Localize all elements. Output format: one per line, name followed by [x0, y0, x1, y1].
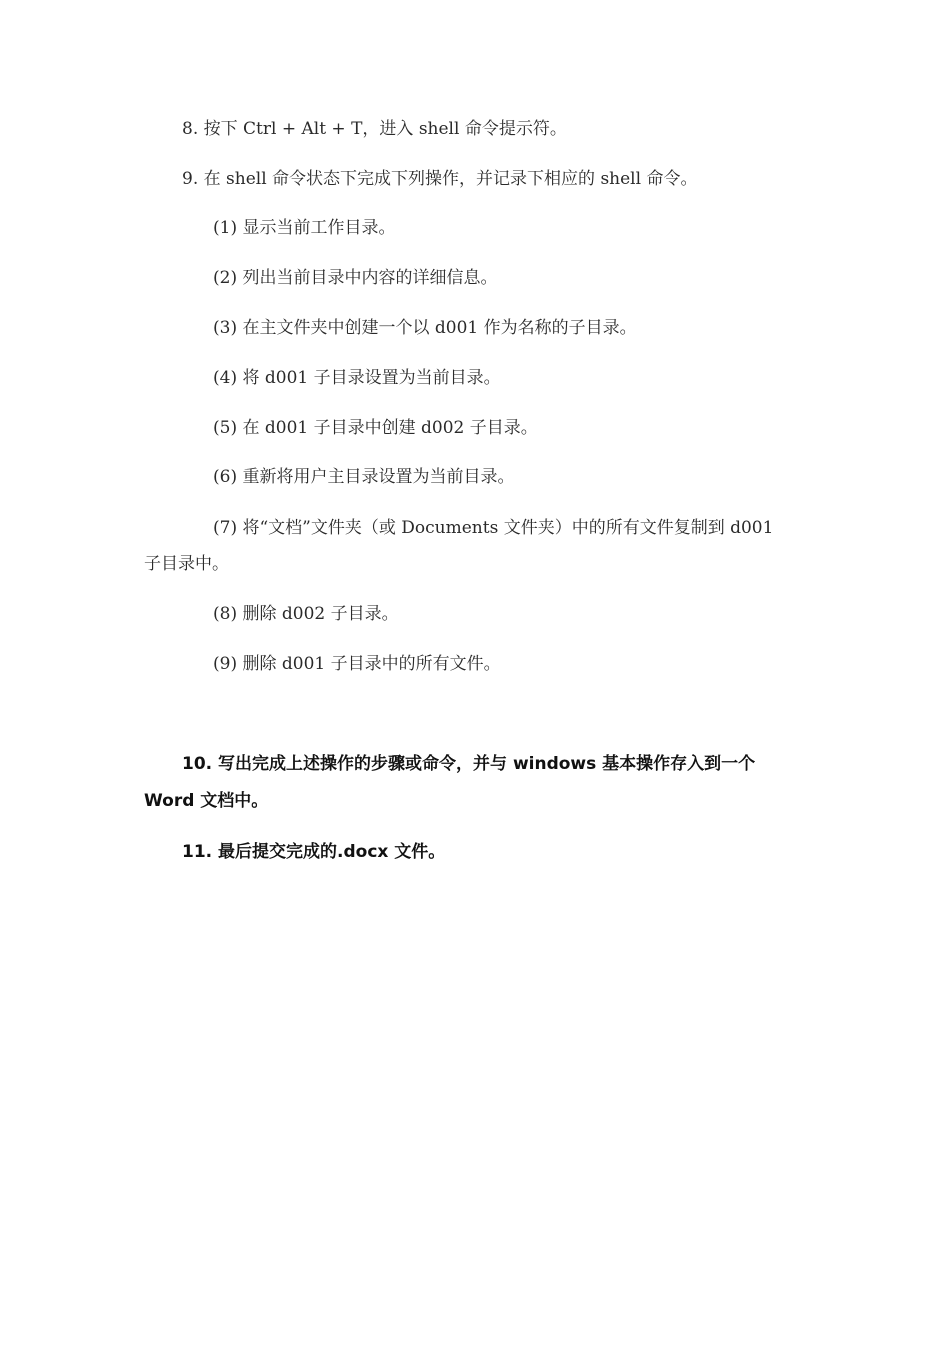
- sub-item-2: (2) 列出当前目录中内容的详细信息。: [213, 268, 498, 288]
- step-10-continuation: Word 文档中。: [144, 791, 269, 811]
- sub-item-7: (7) 将“文档”文件夹（或 Documents 文件夹）中的所有文件复制到 d001: [213, 518, 774, 538]
- sub-item-9: (9) 删除 d001 子目录中的所有文件。: [213, 654, 501, 674]
- step-8: 8. 按下 Ctrl + Alt + T，进入 shell 命令提示符。: [182, 119, 567, 139]
- sub-item-4: (4) 将 d001 子目录设置为当前目录。: [213, 368, 501, 388]
- step-10: 10. 写出完成上述操作的步骤或命令，并与 windows 基本操作存入到一个: [182, 754, 756, 774]
- sub-item-8: (8) 删除 d002 子目录。: [213, 604, 399, 624]
- sub-item-7-continuation: 子目录中。: [144, 554, 229, 574]
- sub-item-6: (6) 重新将用户主目录设置为当前目录。: [213, 467, 515, 487]
- sub-item-5: (5) 在 d001 子目录中创建 d002 子目录。: [213, 418, 538, 438]
- step-11: 11. 最后提交完成的.docx 文件。: [182, 842, 446, 862]
- step-9: 9. 在 shell 命令状态下完成下列操作，并记录下相应的 shell 命令。: [182, 169, 698, 189]
- sub-item-3: (3) 在主文件夹中创建一个以 d001 作为名称的子目录。: [213, 318, 637, 338]
- sub-item-1: (1) 显示当前工作目录。: [213, 218, 396, 238]
